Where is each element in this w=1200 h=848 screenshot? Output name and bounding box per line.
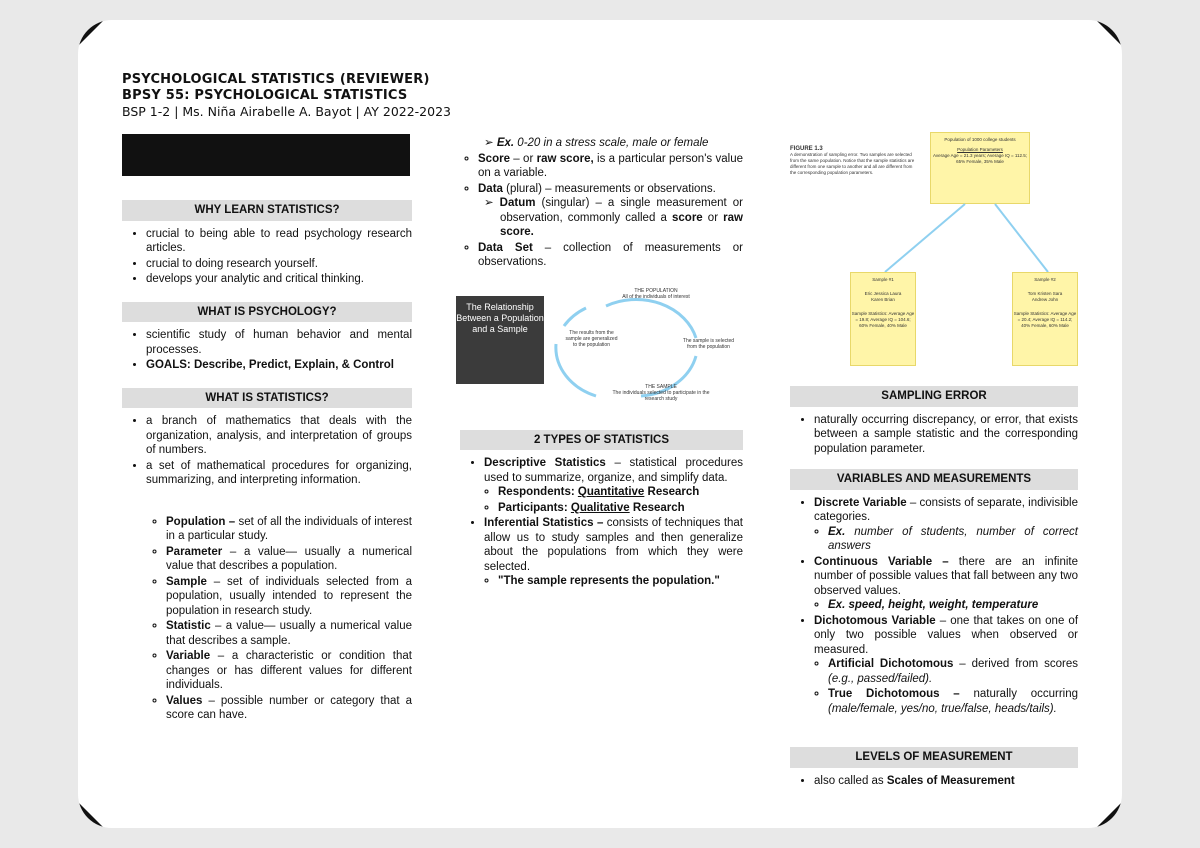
list-item (814, 555, 1078, 613)
list-item (828, 687, 1078, 716)
connector-line (885, 204, 965, 272)
bullet-list (790, 496, 1078, 717)
page-corner (78, 20, 104, 46)
list-item (814, 496, 1078, 554)
example-label: Ex. (496, 137, 515, 149)
bullet-list (122, 328, 412, 373)
term-item (166, 545, 412, 574)
sub-text: Research (629, 501, 685, 514)
section-heading: 2 TYPES OF STATISTICS (460, 430, 743, 451)
column-middle (456, 136, 743, 590)
term-label: Inferential Statistics – (484, 517, 604, 529)
term-label: True Dichotomous – (828, 688, 960, 700)
term-definition: – a value— usually a numerical value that describes a sample. (166, 620, 412, 647)
term-item (166, 575, 412, 619)
box-values: Average Age = 21.3 years; Average IQ = 112.5; 65% Female, 35% Male (932, 153, 1028, 164)
term-item (166, 694, 412, 723)
list-item: • a branch of mathematics that deals with the organization, analysis, and interpretation of groups of numbers. (146, 414, 412, 458)
term-definition: – measurements or observations. (541, 182, 716, 195)
diagram-label-text: All of the individuals of interest (622, 293, 690, 300)
example-text: (male/female, yes/no, true/false, heads/tails). (828, 702, 1057, 715)
section-heading: LEVELS OF MEASUREMENT (790, 747, 1078, 768)
list-item: • a set of mathematical procedures for organizing, summarizing, and interpreting information. (146, 459, 412, 488)
page-corner (1096, 802, 1122, 828)
section-heading: WHAT IS PSYCHOLOGY? (122, 302, 412, 323)
box-title: Sample #2 (1034, 277, 1056, 282)
list-item (496, 136, 743, 151)
term-item (166, 515, 412, 544)
term-definition: naturally occurring (959, 688, 1079, 700)
term-item (166, 649, 412, 693)
term-label: Discrete Variable (814, 496, 907, 509)
list-item: • develops your analytic and critical thinking. (146, 272, 412, 287)
column-left (122, 200, 412, 724)
box-values: Sample Statistics: Average Age = 19.8; Average IQ = 104.6; 60% Female, 40% Male (851, 311, 915, 328)
term-text: – or (509, 152, 537, 165)
list-item (814, 774, 1078, 789)
term-item (478, 241, 743, 270)
term-definition: – a single measurement or observation, commonly called a (500, 197, 743, 224)
term-definition: there are an infinite number of possible values that fall between any two observed values. (814, 555, 1078, 597)
sampling-error-figure (790, 130, 1086, 380)
item-text: also called as (814, 774, 887, 787)
sub-list (484, 574, 743, 589)
item-emphasis: Scales of Measurement (886, 774, 1015, 787)
connector-line (995, 204, 1048, 272)
arrow-path (564, 308, 586, 326)
example-text: 0-20 in a stress scale, male or female (514, 137, 709, 149)
sub-text: Research (644, 486, 700, 498)
population-sample-diagram (456, 278, 739, 408)
sub-emphasis: Qualitative (570, 501, 630, 514)
sub-label: Participants: (498, 501, 568, 514)
list-item (146, 358, 412, 373)
term-label: Sample (166, 575, 207, 588)
list-item (484, 516, 743, 589)
term-label: Continuous Variable – (814, 555, 949, 568)
example-list (460, 136, 743, 151)
list-item: • crucial to doing research yourself. (146, 257, 412, 272)
term-list (460, 152, 743, 270)
arrow-path (556, 344, 596, 396)
column-right (790, 130, 1078, 789)
list-item (498, 501, 743, 516)
sub-label: Respondents: (498, 486, 575, 498)
example-text: number of students, number of correct answers (828, 525, 1078, 552)
term-label: score (672, 211, 703, 224)
box-title: Population of 1000 college students (944, 137, 1016, 142)
term-definition: – one that takes on one of only two possible values when observed or measured. (814, 614, 1079, 656)
term-item (478, 152, 743, 181)
box-subtitle: Population Parameters (957, 147, 1003, 152)
section-heading: WHY LEARN STATISTICS? (122, 200, 412, 221)
redacted-bar (122, 134, 410, 176)
term-definition: – consists of separate, indivisible categories. (814, 496, 1079, 523)
diagram-label (606, 384, 716, 402)
term-label: Score (478, 152, 510, 165)
term-label: Artificial Dichotomous (828, 658, 954, 670)
list-item: • naturally occurring discrepancy, or error, that exists between a sample statistic and the corresponding population parameter. (814, 413, 1078, 457)
section-heading: WHAT IS STATISTICS? (122, 388, 412, 409)
title-line: BPSY 55: PSYCHOLOGICAL STATISTICS (122, 88, 408, 103)
term-label: Parameter (166, 545, 223, 558)
sub-list (814, 598, 1078, 613)
list-item (814, 614, 1078, 717)
diagram-label-text: The individuals selected to participate in the research study (612, 389, 710, 402)
term-definition: – a value— usually a numerical value that describes a population. (166, 545, 412, 572)
list-item (484, 456, 743, 515)
term-definition: – possible number or category that a score can have. (166, 694, 412, 721)
diagram-label: The results from the sample are generalized to the population (565, 329, 618, 348)
diagram-label-title: THE SAMPLE (645, 383, 677, 390)
term-definition: – statistical procedures used to summarize, organize, and simplify data. (484, 457, 743, 484)
list-item (498, 574, 743, 589)
list-item (828, 657, 1078, 686)
list-item (828, 525, 1078, 554)
bullet-list (460, 456, 743, 589)
list-item (498, 485, 743, 500)
document-title (122, 72, 430, 104)
goals-text: Describe, Predict, Explain, & Control (193, 359, 394, 371)
document-subtitle: BSP 1-2 | Ms. Niña Airabelle A. Bayot | AY 2022-2023 (122, 104, 451, 119)
diagram-label-title: THE POPULATION (634, 287, 678, 294)
bullet-list (122, 414, 412, 488)
term-label: Variable (166, 650, 211, 662)
term-label: Datum (499, 197, 536, 209)
section-heading: VARIABLES AND MEASUREMENTS (790, 469, 1078, 490)
term-label: raw score, (536, 152, 594, 165)
term-definition: – a characteristic or condition that changes or has different values for different individuals. (166, 650, 412, 691)
example-label: Ex. (828, 525, 846, 538)
example-text: speed, height, weight, temperature (845, 599, 1039, 611)
term-label: Dichotomous Variable (814, 614, 936, 627)
term-definition: – derived from scores (953, 658, 1078, 670)
term-label: Data Set (478, 241, 533, 254)
section-heading: SAMPLING ERROR (790, 386, 1078, 407)
page-corner (78, 802, 104, 828)
sub-emphasis: Quantitative (577, 486, 645, 498)
box-title: Sample #1 (872, 277, 894, 282)
page-corner (1096, 20, 1122, 46)
example-label: Ex. (828, 599, 846, 611)
box-names: Eric Jessica Laura Karen Brian (864, 291, 902, 302)
example-text: (e.g., passed/failed). (828, 672, 933, 685)
list-item: • crucial to being able to read psychology research articles. (146, 227, 412, 256)
sample-box (850, 272, 916, 366)
bullet-list (122, 227, 412, 287)
term-text: or (702, 211, 724, 224)
arrow-path (606, 299, 696, 338)
diagram-label: The sample is selected from the population (682, 337, 735, 350)
term-label: Descriptive Statistics (484, 457, 606, 469)
term-label: Statistic (166, 620, 211, 632)
figure-title: FIGURE 1.3 (790, 146, 823, 152)
bullet-list (790, 413, 1078, 457)
title-line: PSYCHOLOGICAL STATISTICS (REVIEWER) (122, 72, 430, 87)
diagram-label (606, 288, 706, 300)
sample-box (1012, 272, 1078, 366)
quote-text: "The sample represents the population." (498, 575, 720, 587)
box-values: Sample Statistics: Average Age = 20.4; Average IQ = 114.2; 40% Female, 60% Male (1013, 311, 1077, 328)
sub-list (814, 525, 1078, 554)
sub-list (484, 485, 743, 515)
document-page (78, 20, 1122, 828)
sub-list (478, 196, 743, 240)
list-item: • scientific study of human behavior and mental processes. (146, 328, 412, 357)
term-label: raw score. (500, 211, 743, 238)
box-names: Tom Kristen Sara Andrew John (1027, 291, 1063, 302)
bullet-list (790, 774, 1078, 789)
figure-caption: A demonstration of sampling error. Two samples are selected from the same population. Notice that the sample statistics are different from one sample to another and all are different from the corresponding population parameters. (790, 152, 915, 175)
goals-label: GOALS: (146, 359, 191, 371)
sub-list (814, 657, 1078, 716)
term-text: (singular) (535, 197, 590, 209)
term-definition: – set of individuals selected from a population, usually intended to represent the population in research study. (166, 575, 412, 617)
term-label: Values (166, 694, 203, 707)
term-definition: is a particular person's value on a variable. (478, 152, 743, 179)
term-label: Data (478, 182, 503, 195)
term-item (166, 619, 412, 648)
term-list (122, 515, 412, 723)
term-definition: – collection of measurements or observations. (478, 241, 743, 268)
diagram-title-box: The Relationship Between a Population and a Sample (456, 296, 544, 384)
term-definition: consists of techniques that allow us to study samples and then generalize about the populations from which they were selected. (484, 517, 743, 573)
term-item (478, 182, 743, 240)
term-label: Population – (166, 515, 236, 528)
term-definition: set of all the individuals of interest in a particular study. (166, 515, 412, 542)
list-item (500, 196, 743, 240)
term-text: (plural) (502, 182, 542, 195)
list-item (828, 598, 1078, 613)
